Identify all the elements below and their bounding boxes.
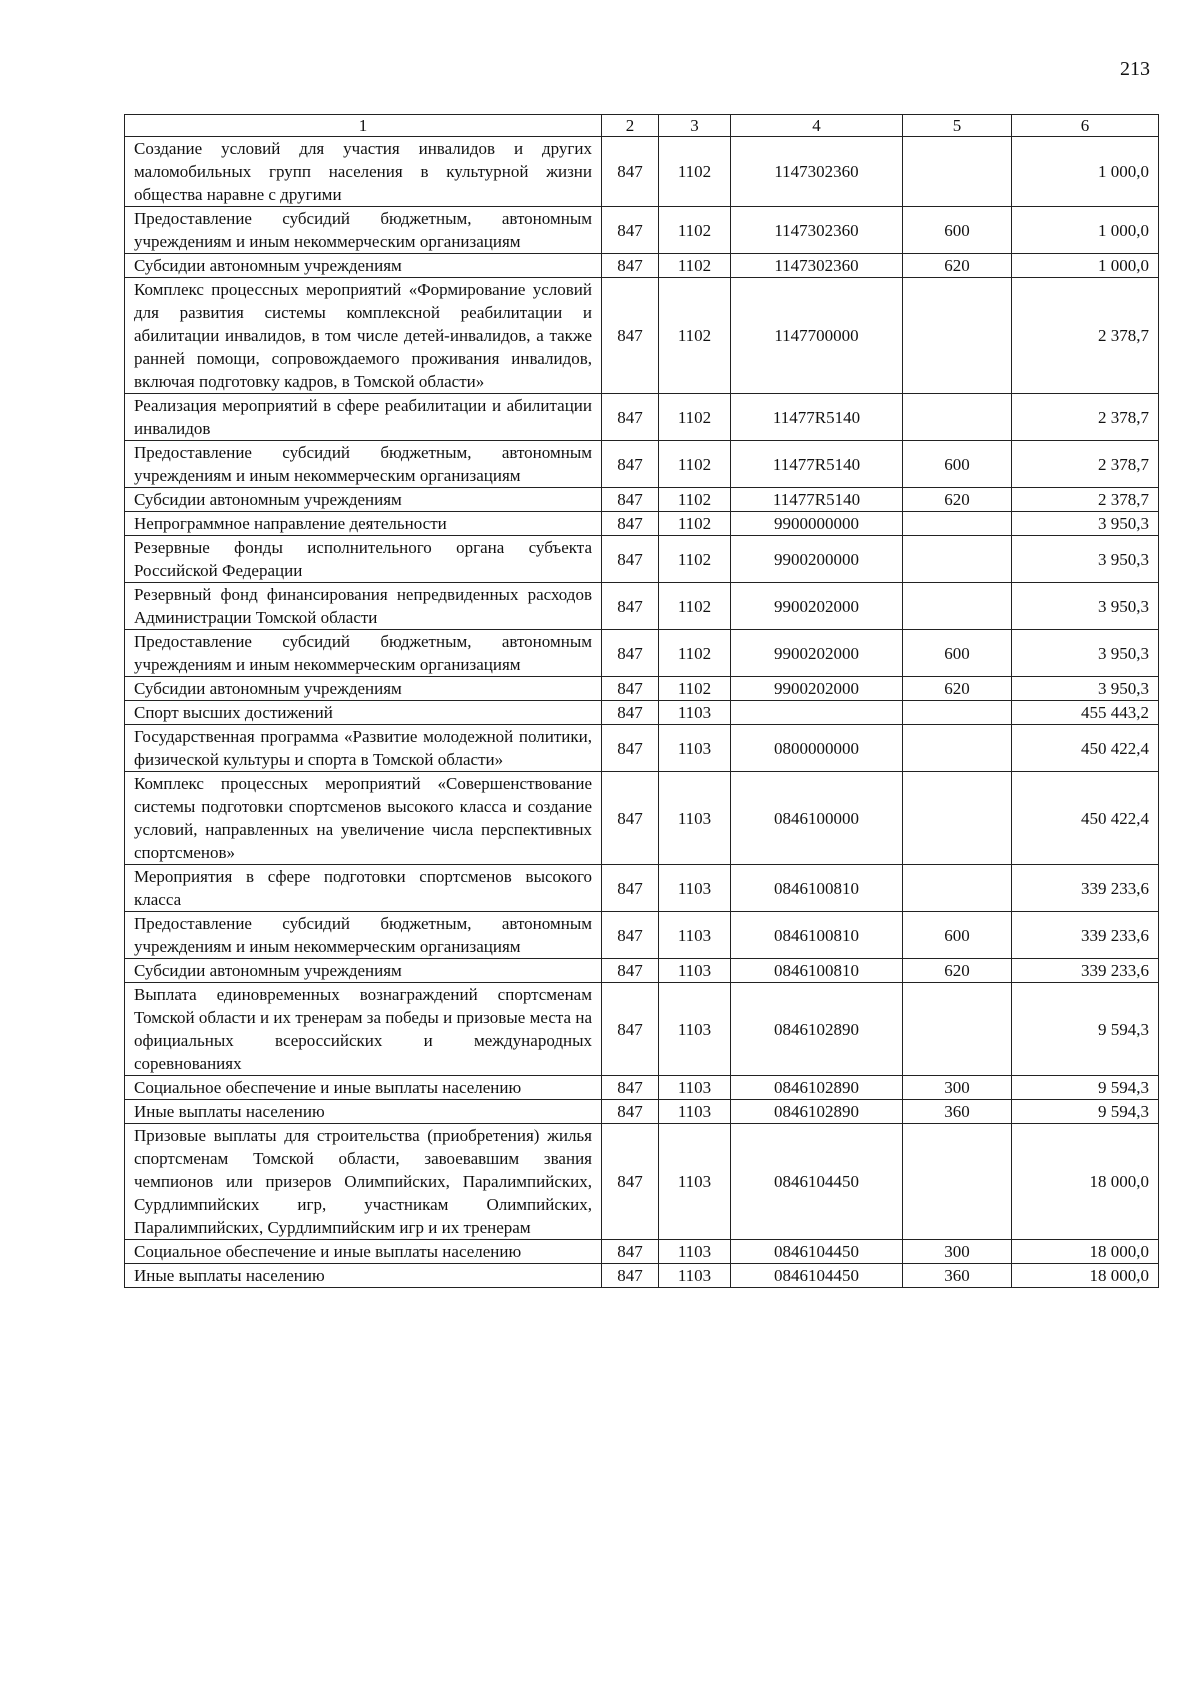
row-type-cell: [903, 536, 1012, 583]
row-amount-cell: 455 443,2: [1012, 701, 1159, 725]
table-row: [125, 394, 1159, 441]
row-section-cell: 1102: [659, 488, 731, 512]
row-target-cell: 0846102890: [731, 983, 903, 1076]
table-row: [125, 983, 1159, 1076]
row-section-cell: 1103: [659, 772, 731, 865]
column-header-5: 5: [903, 115, 1012, 137]
column-header-3: 3: [659, 115, 731, 137]
row-name-cell: Субсидии автономным учреждениям: [125, 677, 602, 701]
page-number: 213: [1120, 58, 1150, 80]
row-name-cell: Резервные фонды исполнительного органа субъекта Российской Федерации: [125, 536, 602, 583]
row-code-cell: 847: [602, 701, 659, 725]
row-code-cell: 847: [602, 983, 659, 1076]
row-target-cell: 11477R5140: [731, 488, 903, 512]
row-type-cell: 600: [903, 912, 1012, 959]
row-section-cell: 1102: [659, 536, 731, 583]
row-section-cell: 1102: [659, 137, 731, 207]
row-section-cell: 1102: [659, 254, 731, 278]
row-type-cell: 620: [903, 488, 1012, 512]
row-name-cell: Предоставление субсидий бюджетным, автономным учреждениям и иным некоммерческим организациям: [125, 630, 602, 677]
row-section-cell: 1103: [659, 959, 731, 983]
table-row: [125, 772, 1159, 865]
row-section-cell: 1102: [659, 278, 731, 394]
row-name-cell: Иные выплаты населению: [125, 1100, 602, 1124]
row-target-cell: 0846100000: [731, 772, 903, 865]
row-section-cell: 1102: [659, 677, 731, 701]
row-name-cell: Социальное обеспечение и иные выплаты населению: [125, 1240, 602, 1264]
row-code-cell: 847: [602, 441, 659, 488]
row-amount-cell: 2 378,7: [1012, 441, 1159, 488]
row-type-cell: 360: [903, 1100, 1012, 1124]
table-row: [125, 1264, 1159, 1288]
row-type-cell: [903, 1124, 1012, 1240]
row-section-cell: 1102: [659, 630, 731, 677]
row-target-cell: 1147302360: [731, 254, 903, 278]
row-name-cell: Субсидии автономным учреждениям: [125, 488, 602, 512]
row-target-cell: 9900202000: [731, 583, 903, 630]
table-row: [125, 1124, 1159, 1240]
row-type-cell: [903, 725, 1012, 772]
row-target-cell: 0846104450: [731, 1264, 903, 1288]
row-target-cell: 9900200000: [731, 536, 903, 583]
row-section-cell: 1103: [659, 865, 731, 912]
table-row: [125, 488, 1159, 512]
table-row: [125, 512, 1159, 536]
row-name-cell: Социальное обеспечение и иные выплаты населению: [125, 1076, 602, 1100]
row-target-cell: 0846100810: [731, 912, 903, 959]
row-code-cell: 847: [602, 959, 659, 983]
row-type-cell: [903, 583, 1012, 630]
row-section-cell: 1103: [659, 701, 731, 725]
row-section-cell: 1102: [659, 512, 731, 536]
column-header-6: 6: [1012, 115, 1159, 137]
row-name-cell: Субсидии автономным учреждениям: [125, 254, 602, 278]
row-target-cell: 0846100810: [731, 959, 903, 983]
row-name-cell: Комплекс процессных мероприятий «Совершенствование системы подготовки спортсменов высокого класса и создание условий, направленных на увеличение числа перспективных спортсменов»: [125, 772, 602, 865]
row-type-cell: 620: [903, 677, 1012, 701]
row-target-cell: 11477R5140: [731, 394, 903, 441]
row-code-cell: 847: [602, 536, 659, 583]
row-type-cell: 300: [903, 1076, 1012, 1100]
row-code-cell: 847: [602, 583, 659, 630]
table-row: [125, 1076, 1159, 1100]
row-code-cell: 847: [602, 1264, 659, 1288]
row-amount-cell: 18 000,0: [1012, 1264, 1159, 1288]
row-section-cell: 1103: [659, 1264, 731, 1288]
row-amount-cell: 9 594,3: [1012, 1100, 1159, 1124]
table-row: [125, 254, 1159, 278]
row-name-cell: Спорт высших достижений: [125, 701, 602, 725]
row-amount-cell: 1 000,0: [1012, 254, 1159, 278]
column-header-4: 4: [731, 115, 903, 137]
row-code-cell: 847: [602, 278, 659, 394]
row-code-cell: 847: [602, 207, 659, 254]
table-row: [125, 630, 1159, 677]
row-code-cell: 847: [602, 488, 659, 512]
row-name-cell: Реализация мероприятий в сфере реабилитации и абилитации инвалидов: [125, 394, 602, 441]
table-row: [125, 441, 1159, 488]
row-name-cell: Предоставление субсидий бюджетным, автономным учреждениям и иным некоммерческим организациям: [125, 441, 602, 488]
table-row: [125, 137, 1159, 207]
row-amount-cell: 339 233,6: [1012, 865, 1159, 912]
row-name-cell: Комплекс процессных мероприятий «Формирование условий для развития системы комплексной реабилитации и абилитации инвалидов, в том числе детей-инвалидов, а также ранней помощи, сопровождаемого проживания инвалидов, включая подготовку кадров, в Томской области»: [125, 278, 602, 394]
row-target-cell: 9900202000: [731, 630, 903, 677]
row-amount-cell: 3 950,3: [1012, 512, 1159, 536]
row-type-cell: 620: [903, 254, 1012, 278]
row-target-cell: 0846104450: [731, 1240, 903, 1264]
row-amount-cell: 450 422,4: [1012, 725, 1159, 772]
row-target-cell: 1147700000: [731, 278, 903, 394]
row-section-cell: 1103: [659, 1076, 731, 1100]
row-section-cell: 1102: [659, 207, 731, 254]
row-type-cell: [903, 394, 1012, 441]
row-target-cell: 11477R5140: [731, 441, 903, 488]
table-row: [125, 865, 1159, 912]
row-target-cell: 9900202000: [731, 677, 903, 701]
row-name-cell: Создание условий для участия инвалидов и других маломобильных групп населения в культурной жизни общества наравне с другими: [125, 137, 602, 207]
row-amount-cell: 3 950,3: [1012, 583, 1159, 630]
row-section-cell: 1102: [659, 441, 731, 488]
row-code-cell: 847: [602, 725, 659, 772]
row-code-cell: 847: [602, 1240, 659, 1264]
column-header-2: 2: [602, 115, 659, 137]
row-code-cell: 847: [602, 1124, 659, 1240]
row-code-cell: 847: [602, 1076, 659, 1100]
row-name-cell: Субсидии автономным учреждениям: [125, 959, 602, 983]
row-name-cell: Государственная программа «Развитие молодежной политики, физической культуры и спорта в Томской области»: [125, 725, 602, 772]
row-amount-cell: 2 378,7: [1012, 394, 1159, 441]
row-section-cell: 1103: [659, 912, 731, 959]
row-amount-cell: 450 422,4: [1012, 772, 1159, 865]
row-amount-cell: 2 378,7: [1012, 488, 1159, 512]
row-name-cell: Иные выплаты населению: [125, 1264, 602, 1288]
row-type-cell: [903, 278, 1012, 394]
budget-table: [124, 114, 1159, 1288]
row-type-cell: [903, 512, 1012, 536]
row-code-cell: 847: [602, 865, 659, 912]
row-amount-cell: 18 000,0: [1012, 1124, 1159, 1240]
row-target-cell: 1147302360: [731, 207, 903, 254]
row-section-cell: 1103: [659, 1100, 731, 1124]
row-name-cell: Предоставление субсидий бюджетным, автономным учреждениям и иным некоммерческим организациям: [125, 912, 602, 959]
row-name-cell: Мероприятия в сфере подготовки спортсменов высокого класса: [125, 865, 602, 912]
row-type-cell: 600: [903, 441, 1012, 488]
row-type-cell: 620: [903, 959, 1012, 983]
row-code-cell: 847: [602, 772, 659, 865]
row-target-cell: 9900000000: [731, 512, 903, 536]
table-row: [125, 725, 1159, 772]
row-amount-cell: 3 950,3: [1012, 630, 1159, 677]
row-amount-cell: 339 233,6: [1012, 912, 1159, 959]
row-amount-cell: 1 000,0: [1012, 137, 1159, 207]
row-name-cell: Предоставление субсидий бюджетным, автономным учреждениям и иным некоммерческим организациям: [125, 207, 602, 254]
table-row: [125, 959, 1159, 983]
row-amount-cell: 339 233,6: [1012, 959, 1159, 983]
table-body: [125, 137, 1159, 1288]
row-name-cell: Непрограммное направление деятельности: [125, 512, 602, 536]
row-amount-cell: 2 378,7: [1012, 278, 1159, 394]
row-target-cell: 0846102890: [731, 1100, 903, 1124]
table-row: [125, 1240, 1159, 1264]
row-type-cell: [903, 865, 1012, 912]
table-row: [125, 677, 1159, 701]
row-amount-cell: 18 000,0: [1012, 1240, 1159, 1264]
row-type-cell: [903, 701, 1012, 725]
row-type-cell: [903, 772, 1012, 865]
row-target-cell: 0846100810: [731, 865, 903, 912]
row-amount-cell: 9 594,3: [1012, 983, 1159, 1076]
row-section-cell: 1103: [659, 725, 731, 772]
row-amount-cell: 1 000,0: [1012, 207, 1159, 254]
row-target-cell: 0846102890: [731, 1076, 903, 1100]
header-row: [125, 115, 1159, 137]
row-section-cell: 1102: [659, 583, 731, 630]
table-row: [125, 912, 1159, 959]
row-name-cell: Призовые выплаты для строительства (приобретения) жилья спортсменам Томской области, завоевавшим звания чемпионов или призеров Олимпийских, Паралимпийских, Сурдлимпийских игр, участникам Олимпийских, Паралимпийских, Сурдлимпийским игр и их тренерам: [125, 1124, 602, 1240]
row-type-cell: 600: [903, 630, 1012, 677]
row-section-cell: 1102: [659, 394, 731, 441]
table-row: [125, 1100, 1159, 1124]
column-header-1: 1: [125, 115, 602, 137]
row-code-cell: 847: [602, 137, 659, 207]
table-row: [125, 207, 1159, 254]
table-row: [125, 701, 1159, 725]
row-name-cell: Выплата единовременных вознаграждений спортсменам Томской области и их тренерам за победы и призовые места на официальных всероссийских и международных соревнованиях: [125, 983, 602, 1076]
row-target-cell: 0800000000: [731, 725, 903, 772]
row-amount-cell: 9 594,3: [1012, 1076, 1159, 1100]
row-section-cell: 1103: [659, 983, 731, 1076]
row-section-cell: 1103: [659, 1240, 731, 1264]
table-header: [125, 115, 1159, 137]
row-amount-cell: 3 950,3: [1012, 677, 1159, 701]
table-row: [125, 583, 1159, 630]
row-code-cell: 847: [602, 677, 659, 701]
row-code-cell: 847: [602, 630, 659, 677]
table-row: [125, 278, 1159, 394]
row-type-cell: 600: [903, 207, 1012, 254]
row-section-cell: 1103: [659, 1124, 731, 1240]
row-code-cell: 847: [602, 1100, 659, 1124]
row-code-cell: 847: [602, 254, 659, 278]
row-type-cell: [903, 983, 1012, 1076]
row-name-cell: Резервный фонд финансирования непредвиденных расходов Администрации Томской области: [125, 583, 602, 630]
row-code-cell: 847: [602, 512, 659, 536]
row-code-cell: 847: [602, 912, 659, 959]
row-target-cell: 0846104450: [731, 1124, 903, 1240]
row-type-cell: 360: [903, 1264, 1012, 1288]
table-row: [125, 536, 1159, 583]
row-type-cell: [903, 137, 1012, 207]
row-target-cell: 1147302360: [731, 137, 903, 207]
row-amount-cell: 3 950,3: [1012, 536, 1159, 583]
row-code-cell: 847: [602, 394, 659, 441]
row-type-cell: 300: [903, 1240, 1012, 1264]
row-target-cell: [731, 701, 903, 725]
